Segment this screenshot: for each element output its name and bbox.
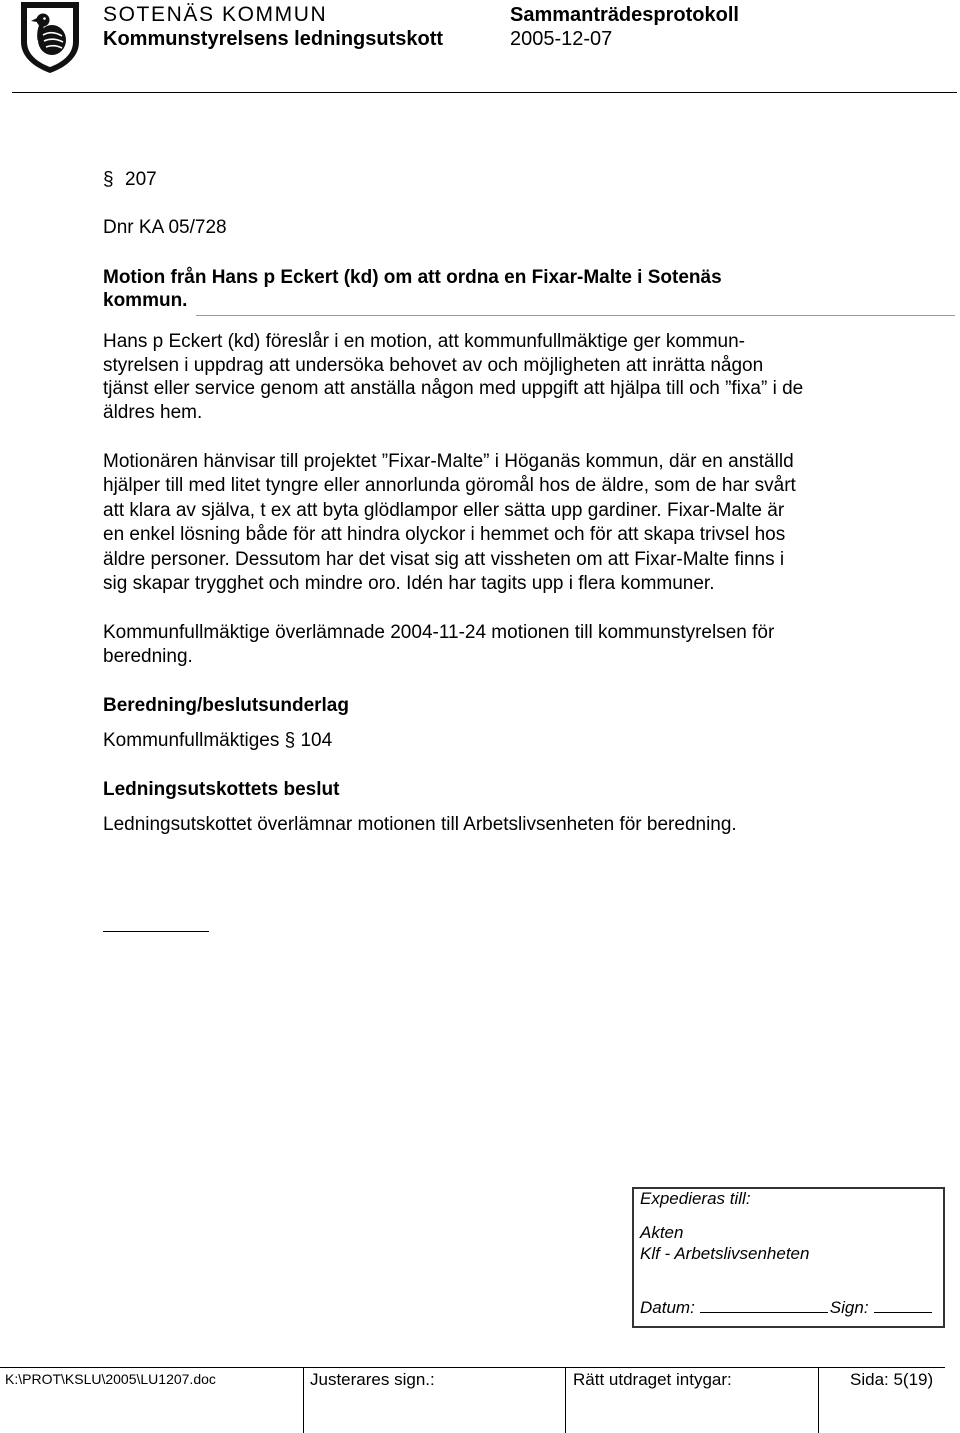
date-label: Datum: xyxy=(640,1298,695,1317)
paragraph-line: Kommunfullmäktige överlämnade 2004-11-24 motionen till kommunstyrelsen för xyxy=(103,622,775,643)
referral-paragraph xyxy=(103,621,774,669)
file-path: K:\PROT\KSLU\2005\LU1207.doc xyxy=(5,1371,216,1387)
paragraph-line: Motionären hänvisar till projektet ”Fixar-Malte” i Höganäs kommun, där en anställd xyxy=(103,451,794,472)
paragraph-line: äldres hem. xyxy=(103,402,203,424)
end-of-item-rule xyxy=(103,931,209,932)
page-number: Sida: 5(19) xyxy=(850,1370,934,1389)
distribution-box xyxy=(632,1187,945,1328)
item-title xyxy=(103,266,722,312)
footer-column-divider xyxy=(565,1367,566,1433)
preparation-heading: Beredning/beslutsunderlag xyxy=(103,695,349,716)
preparation-reference: Kommunfullmäktiges § 104 xyxy=(103,730,333,751)
distribution-label: Expedieras till: xyxy=(640,1189,751,1208)
date-blank-line xyxy=(700,1298,828,1313)
distribution-recipient: Akten xyxy=(640,1223,684,1242)
paragraph-line: hjälper till med litet tyngre eller annorlunda göromål hos de äldre, som de har svårt xyxy=(103,475,796,497)
footer-column-divider xyxy=(818,1367,819,1433)
paragraph-line: beredning. xyxy=(103,646,193,667)
motion-background-paragraph xyxy=(103,450,796,596)
committee-name: Kommunstyrelsens ledningsutskott xyxy=(103,28,444,50)
section-symbol: § xyxy=(103,169,114,190)
title-line: kommun. xyxy=(103,290,188,311)
date-sign-row xyxy=(640,1298,934,1318)
distribution-recipient: Klf - Arbetslivsenheten xyxy=(640,1244,810,1263)
section-number xyxy=(103,168,157,192)
header-divider xyxy=(12,92,957,93)
meeting-date: 2005-12-07 xyxy=(510,28,613,50)
case-number: Dnr KA 05/728 xyxy=(103,217,227,238)
footer-divider xyxy=(0,1367,945,1368)
decision-text: Ledningsutskottet överlämnar motionen till Arbetslivsenheten för beredning. xyxy=(103,814,737,835)
paragraph-line: tjänst eller service genom att anställa någon med uppgift att hjälpa till och ”fixa” i de xyxy=(103,378,804,400)
paragraph-line: att klara av själva, t ex att byta glödlampor eller sätta upp gardiner. Fixar-Malte är xyxy=(103,499,785,521)
title-line: Motion från Hans p Eckert (kd) om att ordna en Fixar-Malte i Sotenäs xyxy=(103,267,722,288)
document-type: Sammanträdesprotokoll xyxy=(510,4,739,26)
paragraph-line: en enkel lösning både för att hindra olyckor i hemmet och för att skapa trivsel hos xyxy=(103,524,786,546)
paragraph-line: sig skapar trygghet och mindre oro. Idén har tagits upp i flera kommuner. xyxy=(103,573,715,595)
paragraph-line: styrelsen i uppdrag att undersöka behovet av och möjligheten att inrätta någon xyxy=(103,354,764,376)
municipality-name: SOTENÄS KOMMUN xyxy=(103,3,328,26)
footer-column-divider xyxy=(303,1367,304,1433)
municipality-coat-of-arms xyxy=(18,0,82,74)
sign-blank-line xyxy=(874,1298,932,1313)
paragraph-line: Hans p Eckert (kd) föreslår i en motion, att kommunfullmäktige ger kommun- xyxy=(103,331,746,352)
paragraph-line: äldre personer. Dessutom har det visat sig att vissheten om att Fixar-Malte finns i xyxy=(103,548,785,570)
certified-extract-label: Rätt utdraget intygar: xyxy=(573,1370,732,1389)
adjuster-signature-label: Justerares sign.: xyxy=(310,1370,435,1389)
sign-label: Sign: xyxy=(829,1298,869,1317)
coat-of-arms-icon xyxy=(18,0,82,74)
section-number-value: 207 xyxy=(125,169,157,190)
decision-heading: Ledningsutskottets beslut xyxy=(103,779,340,800)
motion-summary-paragraph xyxy=(103,330,803,425)
title-divider xyxy=(196,315,955,316)
